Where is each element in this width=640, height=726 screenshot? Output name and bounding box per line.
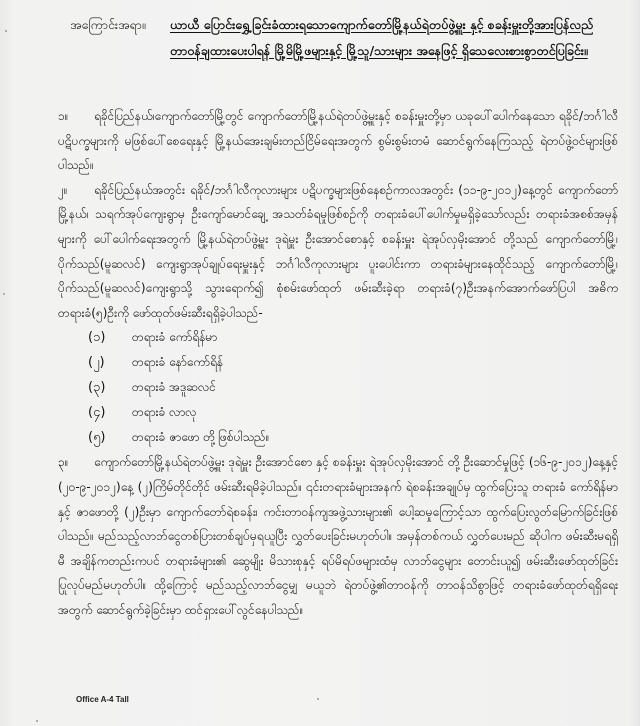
scan-speck <box>5 30 7 32</box>
list-number: (၁) <box>88 330 106 346</box>
paragraph-text: ရခိုင်ပြည်နယ်အတွင်း ရခိုင်/ဘင်္ဂါလီကုလားများ ပဋိပက္ခများဖြစ်နေစဉ်ကာလအတွင်း (၁၁-၉-၂၀၁၂)နေ့တွင် ကျောက်တော်မြို့နယ်၊ သရက်အုပ်ကျေးရွာမှ ဦးကျော်မောင်ချေ့ အသတ်ခံရမှုဖြစ်စဉ်ကို တရားခံပေါ်ပေါက်မှုမရှိခဲ့သော်လည်း တရားခံအစစ်အမှန်များကို ပေါ်ပေါက်ရေးအတွက် မြို့နယ်ရဲတပ်ဖွဲ့မှူး ဒုရဲမှူး ဦးအောင်စောနှင့် စခန်းမှူး ရဲအုပ်လှမိုးအောင် တို့သည် ကျောက်တော်မြို့၊ ပိုက်သည်(မူဆလင်) ကျေးရွာအုပ်ချုပ်ရေးမှူးနှင့် ဘင်္ဂါလီကုလားများ ပူးပေါင်းကာ တရားခံများနေထိုင်သည့် ကျောက်တော်မြို့၊ ပိုက်သည်(မူဆလင်)ကျေးရွာသို့ သွားရောက်၍ စုံစမ်းဖော်ထုတ် ဖမ်းဆီးခဲ့ရာ တရားခံ(၇)ဦးအနက်အောက်ဖော်ပြပါ အဓိကတရားခံ(၅)ဦးကို ဖော်ထုတ်ဖမ်းဆီးရရှိခဲ့ပါသည်- <box>58 182 618 320</box>
list-number: (၅) <box>88 430 106 446</box>
list-item <box>58 400 618 425</box>
paper-footer: Office A-4 Tall <box>76 695 129 704</box>
document-body <box>58 104 618 623</box>
paragraph-number: ၂။ <box>58 182 68 197</box>
list-text: တရားခံ ကော်ရိန်မာ <box>132 330 218 345</box>
list-item <box>58 325 618 350</box>
list-text: တရားခံ နော်ကော်ရိန် <box>132 355 224 370</box>
list-number: (၄) <box>88 405 106 421</box>
list-item <box>58 350 618 375</box>
subject-line <box>70 12 615 64</box>
suspects-list <box>58 325 618 450</box>
subject-label: အကြောင်းအရာ။ <box>70 17 146 32</box>
paragraph-number: ၁။ <box>58 109 69 123</box>
paragraph-1 <box>58 104 618 178</box>
list-number: (၃) <box>88 380 106 396</box>
paragraph-3 <box>58 450 618 622</box>
paragraph-text: ကျောက်တော်မြို့နယ်ရဲတပ်ဖွဲ့မှူး ဒုရဲမှူး ဦးအောင်စော နှင့် စခန်းမှူး ရဲအုပ်လှမိုးအောင် တို့ ဦးဆောင်မှုဖြင့် (၁၆-၉-၂၀၁၂)နေ့နှင့် (၂၀-၉-၂၀၁၂)နေ့ (၂)ကြိမ်တိုင်တိုင် ဖမ်းဆီးရမိခဲ့ပါသည်။ ၎င်းတရားခံများအနက် ရဲစခန်းအချုပ်မှ ထွက်ပြေးသူ တရားခံ ကော်ရိန်မာ နှင့် ဇာဖောတို့ (၂)ဦးမှာ ကျောက်တော်ရဲစခန်း၊ ကင်းတာဝန်ကျအဖွဲ့သားများ၏ ပေါ့ဆမှုကြောင့်သာ ထွက်ပြေးလွတ်မြောက်ခြင်းဖြစ်ပါသည်။ မည်သည့်လာဘ်ငွေတစ်ပြားတစ်ချပ်မှရယူပြီး လွှတ်ပေးခြင်းမဟုတ်ပါ။ အမှန်တစ်ကယ် လွှတ်ပေးမည် ဆိုပါက ဖမ်းဆီးမရရှိမီ အချိန်ကတည်းကပင် တရားခံများ၏ ဆွေမျိုး မိသားစုနှင့် ရပ်မိရပ်ဖများထံမှ လာဘ်ငွေများ တောင်းယူ၍ ဖမ်းဆီးဖော်ထုတ်ခြင်းပြုလုပ်မည်မဟုတ်ပါ။ ထို့ကြောင့် မည်သည့်လာဘ်ငွေမျှ မယူဘဲ ရဲတပ်ဖွဲ့၏တာဝန်ကို တာဝန်သိစွာဖြင့် တရားခံဖော်ထုတ်ရရှိရေးအတွက် ဆောင်ရွက်ခဲ့ခြင်းမှာ ထင်ရှားပေါ်လွင်နေပါသည်။ <box>58 455 618 617</box>
list-text: တရားခံ ဇာဖော တို့ဖြစ်ပါသည်။ <box>132 430 270 445</box>
list-item <box>58 425 618 450</box>
scan-speck <box>36 720 38 722</box>
scan-speck <box>3 293 5 295</box>
paragraph-number: ၃။ <box>58 455 69 470</box>
list-text: တရားခံ လာလု <box>132 405 197 420</box>
scan-speck <box>317 698 319 700</box>
list-item <box>58 375 618 400</box>
list-number: (၂) <box>88 355 105 371</box>
list-text: တရားခံ အဒူဆလင် <box>132 380 216 395</box>
paragraph-2 <box>58 178 618 326</box>
paragraph-text: ရခိုင်ပြည်နယ်၊ကျောက်တော်မြို့တွင် ကျောက်တော်မြို့နယ်ရဲတပ်ဖွဲ့မှူးနှင့် စခန်းမှူးတို့မှာ ယခုပေါ်ပေါက်နေသော ရခိုင်/ဘင်္ဂါလီပဋိပက္ခများကို မဖြစ်ပေါ်စေရေးနှင့် မြို့နယ်အေးချမ်းတည်ငြိမ်ရေးအတွက် စွမ်းစွမ်းတမံ ဆောင်ရွက်နေကြသည့် ရဲတပ်ဖွဲ့ဝင်များဖြစ်ပါသည်။ <box>58 109 618 173</box>
subject-text: ယာယီ ပြောင်းရွှေ့ခြင်းခံထားရသောကျောက်တော်မြို့နယ်ရဲတပ်ဖွဲ့မှူး နှင့် စခန်းမှူးတို့အားပြန်လည်တာဝန်ချထားပေးပါရန် မြို့မိမြို့ဖများနှင့် မြို့သူ/သားများ အနေဖြင့် ရှိသေလေးစားစွာတင်ပြခြင်း။ <box>170 17 594 58</box>
